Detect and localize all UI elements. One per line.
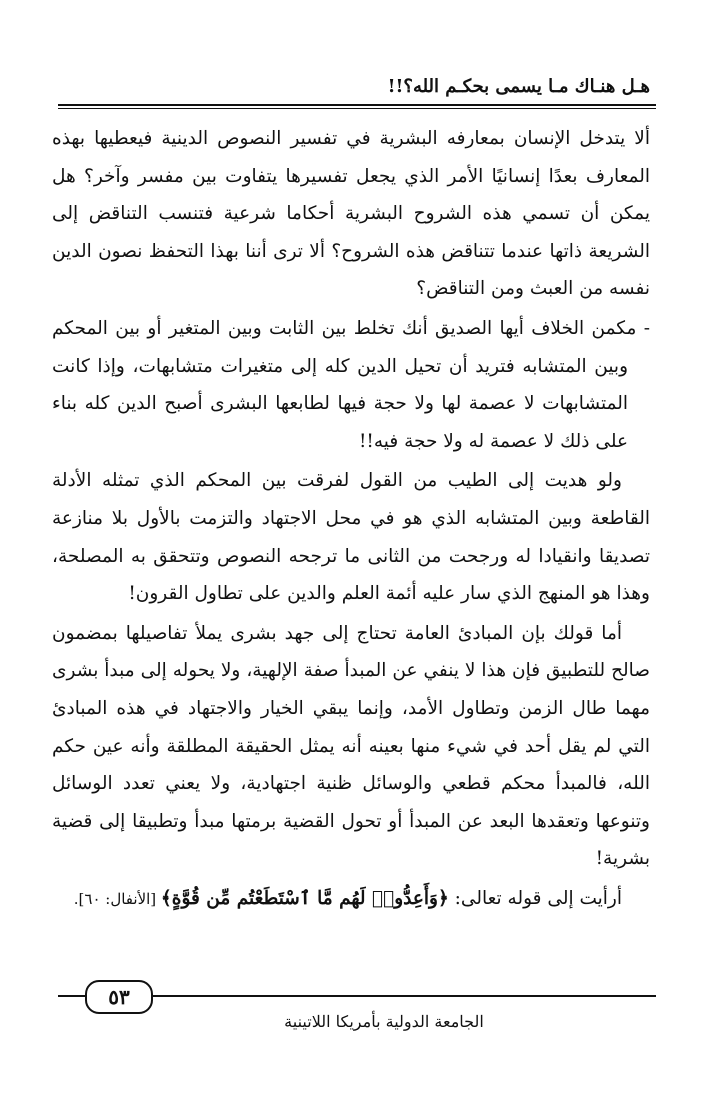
running-header-title: هـل هنـاك مـا يسمى بحكـم الله؟!!: [387, 76, 650, 97]
footer-university-name: الجامعة الدولية بأمريكا اللاتينية: [284, 1012, 484, 1031]
paragraph-quran-quote: [52, 880, 650, 919]
paragraph-principles: أما قولك بإن المبادئ العامة تحتاج إلى جهد بشرى يملأ تفاصيلها بمضمون صالح للتطبيق فإن هذا لا ينفي عن المبدأ صفة الإلهية، ولا يحوله إلى مبدأ بشرى مهما طال الزمن وتطاول الأمد، وإنما يبقي الخيار والاجتهاد في هذه المبادئ التي لم يقل أحد في شيء منها بعينه أنه يمثل الحقيقة المطلقة وأنه عين حكم الله، فالمبدأ محكم قطعي والوسائل ظنية اجتهادية، ولا يعني تعدد الوسائل وتنوعها وتعقدها البعد عن المبدأ أو تحول القضية برمتها مبدأ وتطبيقا إلى قضية بشرية!: [52, 622, 650, 870]
header-divider-thin: [58, 108, 656, 109]
quran-verse: ﴿وَأَعِدُّوا۟ لَهُم مَّا ٱسْتَطَعْتُم مِّن قُوَّةٍ﴾: [160, 887, 449, 909]
paragraph-question: ألا يتدخل الإنسان بمعارفه البشرية في تفسير النصوص الدينية فيعطيها بهذه المعارف بعدًا إنسانيًا الأمر الذي يجعل تفسيرها يتفاوت بين مفسر وآخر؟ هل يمكن أن تسمي هذه الشروح البشرية أحكاما شرعية فتنسب التناقض إلى الشريعة ذاتها عندما تتناقض هذه الشروح؟ ألا ترى أننا بهذا التحفظ نصون الدين نفسه من العبث ومن التناقض؟: [52, 128, 650, 300]
verse-reference: [الأنفال: ٦٠].: [73, 889, 161, 908]
quote-lead: أرأيت إلى قوله تعالى:: [448, 887, 622, 909]
page-number-badge: [85, 980, 153, 1014]
header-divider: [58, 104, 656, 106]
paragraph-distinction: ولو هديت إلى الطيب من القول لفرقت بين المحكم الذي تمثله الأدلة القاطعة وبين المتشابه الذي هو في محل الاجتهاد والتزمت بالأول بلا منازعة تصديقا وانقيادا له ورجحت من الثانى ما ترجحه النصوص وتتحقق به المصلحة، وهذا هو المنهج الذي سار عليه أئمة العلم والدين على تطاول القرون!: [52, 470, 650, 605]
page-number: ٥٣: [108, 985, 130, 1009]
page-body: [52, 120, 650, 918]
paragraph-reply: - مكمن الخلاف أيها الصديق أنك تخلط بين الثابت وبين المتغير أو بين المحكم وبين المتشابه فتريد أن تحيل الدين كله إلى متغيرات متشابهات، وإذا كانت المتشابهات لا عصمة لها ولا حجة فيها لطابعها البشرى أصبح الدين كله بناء على ذلك لا عصمة له ولا حجة فيه!!: [52, 317, 650, 452]
